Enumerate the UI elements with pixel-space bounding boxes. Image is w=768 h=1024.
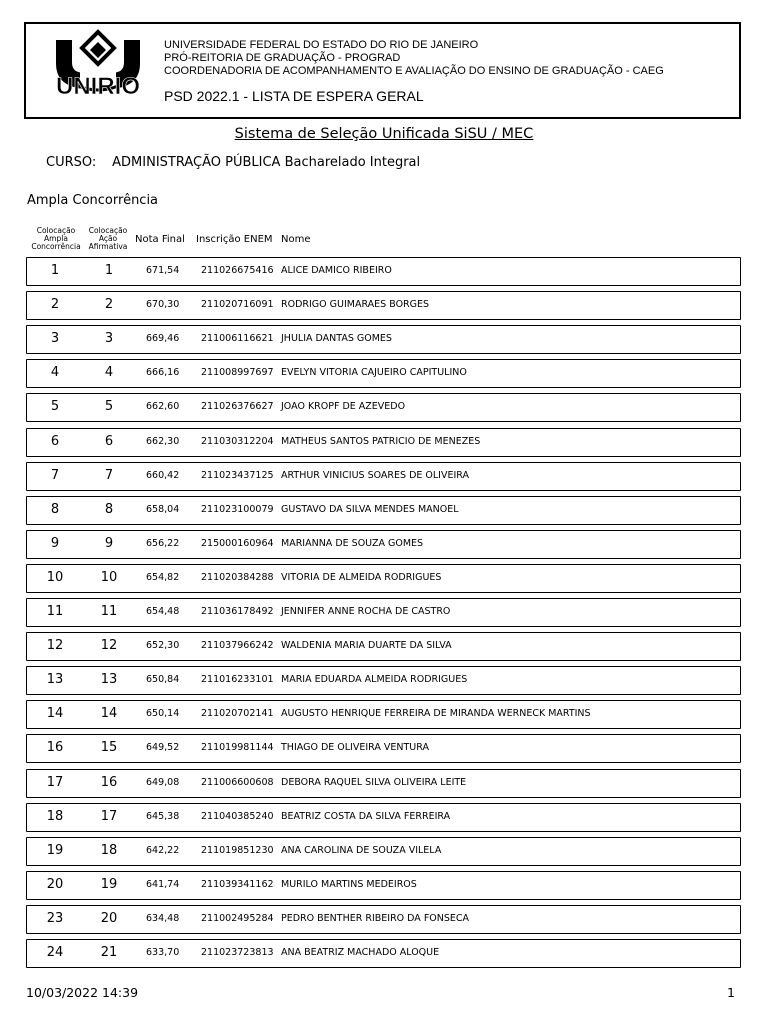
candidate-name: GUSTAVO DA SILVA MENDES MANOEL: [281, 503, 459, 515]
course-line: [46, 155, 420, 170]
column-header-acao: [84, 227, 132, 251]
nota-final: 633,70: [146, 947, 180, 958]
list-title: PSD 2022.1 - LISTA DE ESPERA GERAL: [164, 88, 424, 104]
table-row: [26, 700, 741, 729]
candidate-name: JOAO KROPF DE AZEVEDO: [281, 401, 406, 413]
table-row: [26, 462, 741, 491]
column-header-nome: Nome: [281, 234, 311, 245]
candidate-name: MARIA EDUARDA ALMEIDA RODRIGUES: [281, 674, 468, 686]
table-row: [26, 257, 741, 286]
acao-position: 18: [100, 842, 118, 858]
column-header-inscricao: Inscrição ENEM: [196, 234, 273, 245]
candidate-name: MURILO MARTINS MEDEIROS: [281, 878, 417, 890]
inscricao-enem: 211023100079: [201, 503, 274, 515]
nota-final: 650,14: [146, 708, 180, 720]
nota-final: 634,48: [146, 912, 180, 924]
inscricao-enem: 211016233101: [201, 674, 274, 686]
header-line-prograd: PRÓ-REITORIA DE GRADUAÇÃO - PROGRAD: [164, 52, 401, 64]
candidate-name: RODRIGO GUIMARAES BORGES: [281, 299, 430, 311]
inscricao-enem: 211019851230: [201, 844, 274, 856]
table-row: [26, 734, 741, 763]
table-row: [26, 632, 741, 661]
ampla-position: 20: [46, 876, 64, 892]
table-row: [26, 769, 741, 798]
course-label: CURSO:: [46, 155, 97, 170]
ampla-position: 5: [50, 399, 60, 415]
column-header-ampla-line-2: Ampla: [44, 234, 68, 243]
course-value: ADMINISTRAÇÃO PÚBLICA Bacharelado Integral: [112, 155, 421, 170]
table-row: [26, 598, 741, 627]
system-title: Sistema de Seleção Unificada SiSU / MEC: [234, 126, 534, 142]
nota-final: 641,74: [146, 878, 180, 890]
inscricao-enem: 211019981144: [201, 742, 274, 754]
table-row: [26, 530, 741, 559]
acao-position: 11: [100, 604, 118, 619]
column-header-ampla: [26, 227, 86, 251]
table-row: [26, 393, 741, 422]
candidate-name: ALICE DAMICO RIBEIRO: [281, 265, 392, 276]
acao-position: 10: [100, 569, 118, 585]
candidate-name: DEBORA RAQUEL SILVA OLIVEIRA LEITE: [281, 776, 467, 788]
nota-final: 650,84: [146, 674, 180, 686]
inscricao-enem: 211026376627: [201, 401, 274, 413]
acao-position: 6: [104, 433, 114, 449]
header-line-caeg: COORDENADORIA DE ACOMPANHAMENTO E AVALIAÇÃO DO ENSINO DE GRADUAÇÃO - CAEG: [164, 65, 664, 77]
ampla-position: 12: [46, 638, 64, 654]
ampla-position: 4: [50, 365, 60, 381]
table-row: [26, 359, 741, 388]
table-row: [26, 666, 741, 695]
table-row: [26, 871, 741, 900]
table-row: [26, 803, 741, 832]
candidate-name: AUGUSTO HENRIQUE FERREIRA DE MIRANDA WERNECK MARTINS: [281, 708, 591, 720]
column-header-acao-line-3: Afirmativa: [88, 242, 128, 251]
candidate-name: MARIANNA DE SOUZA GOMES: [281, 537, 424, 549]
inscricao-enem: 211026675416: [201, 265, 274, 276]
inscricao-enem: 215000160964: [201, 537, 274, 549]
nota-final: 649,52: [146, 742, 180, 754]
table-row: [26, 428, 741, 457]
ampla-position: 1: [50, 263, 60, 278]
candidate-name: MATHEUS SANTOS PATRICIO DE MENEZES: [281, 435, 481, 447]
nota-final: 654,48: [146, 606, 180, 617]
logo-text: UNIRIO: [56, 73, 140, 100]
ampla-position: 10: [46, 569, 64, 585]
candidate-name: WALDENIA MARIA DUARTE DA SILVA: [281, 640, 452, 652]
table-row: [26, 564, 741, 593]
header-line-university: UNIVERSIDADE FEDERAL DO ESTADO DO RIO DE JANEIRO: [164, 39, 479, 51]
header-institution-lines: [164, 39, 664, 78]
candidate-name: THIAGO DE OLIVEIRA VENTURA: [281, 742, 429, 754]
nota-final: 670,30: [146, 299, 180, 311]
inscricao-enem: 211040385240: [201, 810, 274, 822]
inscricao-enem: 211006116621: [201, 333, 274, 345]
nota-final: 656,22: [146, 537, 180, 549]
acao-position: 17: [100, 808, 118, 824]
nota-final: 662,30: [146, 435, 180, 447]
acao-position: 3: [104, 331, 114, 347]
table-row: [26, 291, 741, 320]
table-row: [26, 496, 741, 525]
nota-final: 654,82: [146, 571, 180, 583]
nota-final: 652,30: [146, 640, 180, 652]
ampla-position: 23: [46, 910, 64, 926]
acao-position: 8: [104, 501, 114, 517]
inscricao-enem: 211002495284: [201, 912, 274, 924]
candidate-name: VITORIA DE ALMEIDA RODRIGUES: [281, 571, 442, 583]
inscricao-enem: 211006600608: [201, 776, 274, 788]
ampla-position: 11: [46, 604, 64, 619]
inscricao-enem: 211008997697: [201, 367, 274, 379]
candidate-name: EVELYN VITORIA CAJUEIRO CAPITULINO: [281, 367, 467, 379]
candidate-name: ANA CAROLINA DE SOUZA VILELA: [281, 844, 442, 856]
ampla-position: 6: [50, 433, 60, 449]
inscricao-enem: 211039341162: [201, 878, 274, 890]
inscricao-enem: 211020384288: [201, 571, 274, 583]
acao-position: 12: [100, 638, 118, 654]
acao-position: 20: [100, 910, 118, 926]
inscricao-enem: 211030312204: [201, 435, 274, 447]
footer-page-number: 1: [727, 985, 735, 1000]
ampla-position: 7: [50, 467, 60, 483]
candidate-name: BEATRIZ COSTA DA SILVA FERREIRA: [281, 810, 451, 822]
acao-position: 4: [104, 365, 114, 381]
unirio-logo: [38, 28, 158, 114]
acao-position: 13: [100, 672, 118, 688]
nota-final: 660,42: [146, 469, 180, 481]
table-row: [26, 905, 741, 934]
candidate-name: JHULIA DANTAS GOMES: [281, 333, 392, 345]
ampla-position: 18: [46, 808, 64, 824]
acao-position: 16: [100, 774, 118, 790]
acao-position: 5: [104, 399, 114, 415]
header-box: [24, 22, 741, 119]
inscricao-enem: 211036178492: [201, 606, 274, 617]
nota-final: 642,22: [146, 844, 180, 856]
nota-final: 658,04: [146, 503, 180, 515]
inscricao-enem: 211023723813: [201, 947, 274, 958]
nota-final: 662,60: [146, 401, 180, 413]
column-header-ampla-line-1: Colocação: [36, 226, 76, 235]
acao-position: 7: [104, 467, 114, 483]
column-header-acao-line-1: Colocação: [88, 226, 128, 235]
acao-position: 2: [104, 297, 114, 313]
column-header-ampla-line-3: Concorrência: [31, 242, 81, 251]
column-header-acao-line-2: Ação: [98, 234, 118, 243]
footer-datetime: 10/03/2022 14:39: [26, 985, 139, 1000]
acao-position: 14: [100, 706, 118, 722]
ampla-position: 17: [46, 774, 64, 790]
nota-final: 671,54: [146, 265, 180, 276]
ampla-position: 13: [46, 672, 64, 688]
table-row: [26, 325, 741, 354]
ampla-position: 2: [50, 297, 60, 313]
ampla-position: 9: [50, 535, 60, 551]
candidate-name: ARTHUR VINICIUS SOARES DE OLIVEIRA: [281, 469, 469, 481]
acao-position: 15: [100, 740, 118, 756]
nota-final: 649,08: [146, 776, 180, 788]
nota-final: 645,38: [146, 810, 180, 822]
column-header-nota: Nota Final: [135, 234, 185, 245]
table-row: [26, 939, 741, 968]
acao-position: 19: [100, 876, 118, 892]
acao-position: 21: [100, 945, 118, 960]
candidate-name: PEDRO BENTHER RIBEIRO DA FONSECA: [281, 912, 470, 924]
inscricao-enem: 211020716091: [201, 299, 274, 311]
inscricao-enem: 211023437125: [201, 469, 274, 481]
ampla-position: 14: [46, 706, 64, 722]
candidate-name: ANA BEATRIZ MACHADO ALOQUE: [281, 947, 440, 958]
category-heading: Ampla Concorrência: [27, 193, 159, 208]
ampla-position: 16: [46, 740, 64, 756]
nota-final: 669,46: [146, 333, 180, 345]
ampla-position: 3: [50, 331, 60, 347]
inscricao-enem: 211037966242: [201, 640, 274, 652]
acao-position: 9: [104, 535, 114, 551]
ampla-position: 19: [46, 842, 64, 858]
table-row: [26, 837, 741, 866]
inscricao-enem: 211020702141: [201, 708, 274, 720]
candidate-name: JENNIFER ANNE ROCHA DE CASTRO: [281, 606, 451, 617]
ampla-position: 8: [50, 501, 60, 517]
acao-position: 1: [104, 263, 114, 278]
ampla-position: 24: [46, 945, 64, 960]
nota-final: 666,16: [146, 367, 180, 379]
